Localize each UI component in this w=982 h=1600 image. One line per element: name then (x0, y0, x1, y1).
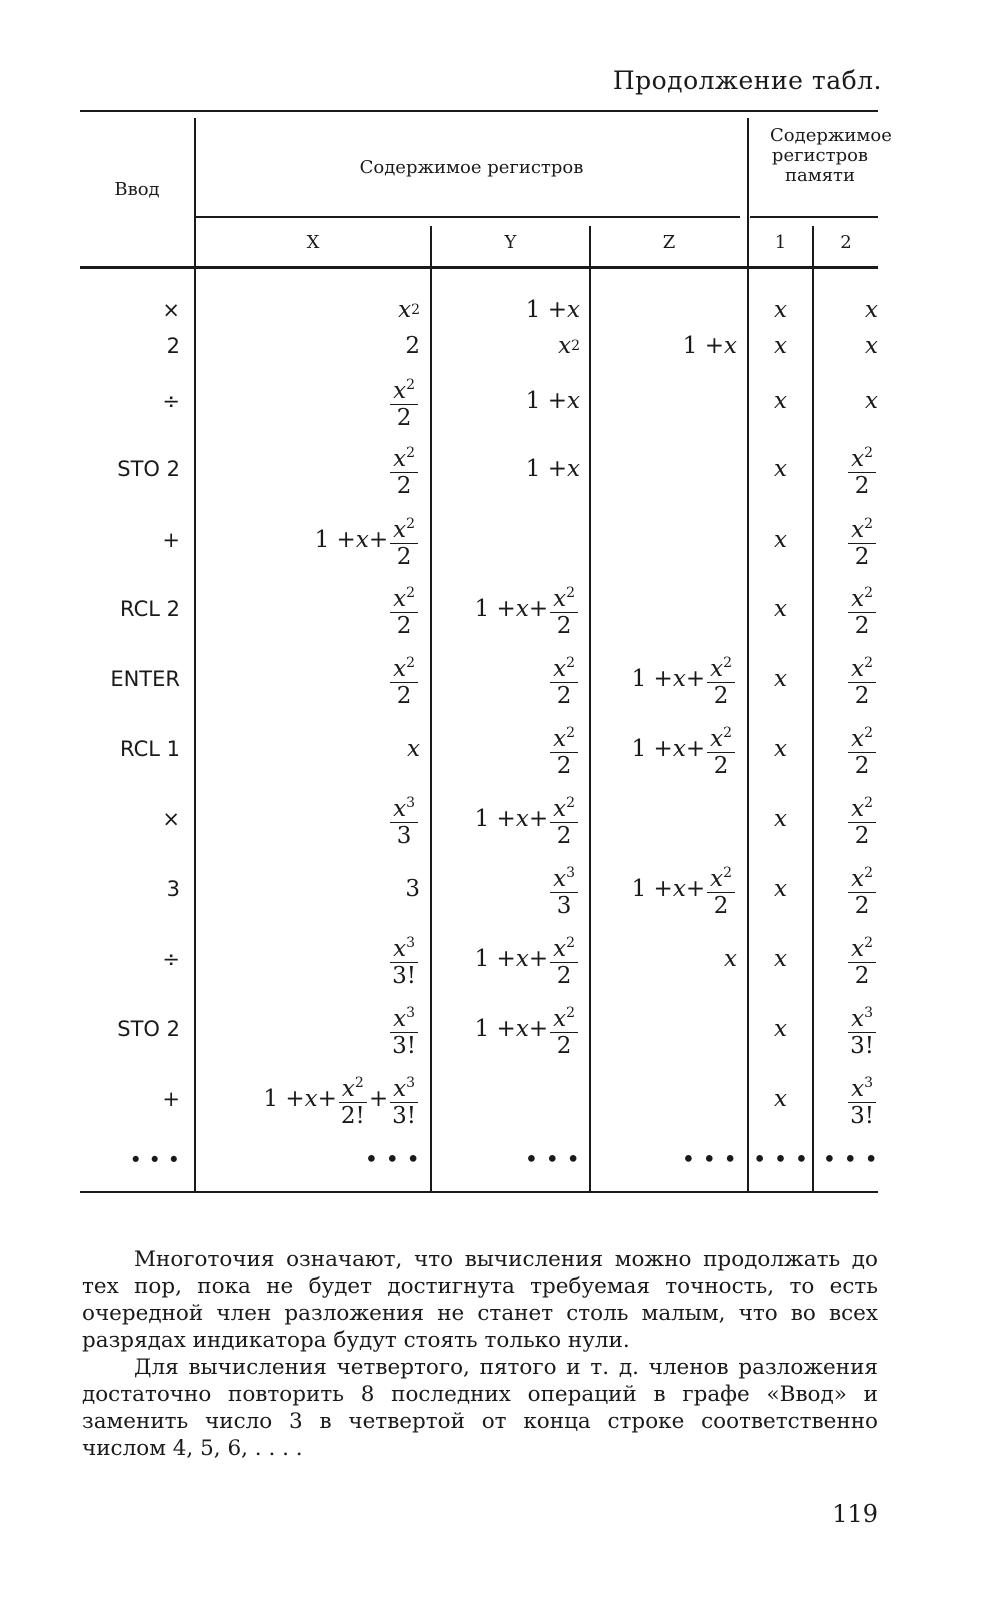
cell-m1: x (774, 297, 787, 323)
cell-z (591, 439, 737, 499)
cell-z: 1 + x + $\frac{x^2}{2}$ (591, 649, 737, 709)
cell-m2: $\frac{x^2}{2}$ (814, 929, 878, 989)
paragraph-1: Многоточия означают, что вычисления можно продолжать до тех пор, пока не будет достигнута требуемая точность, то есть очередной член разложения не станет столь малым, что во всех разрядах индикатора будут стоять только нули. (82, 1247, 878, 1353)
cell-input: + (162, 528, 180, 552)
cell-y: x 2 (558, 333, 580, 359)
cell-z (591, 789, 737, 849)
header-registers: Содержимое регистров (359, 157, 584, 178)
cell-input: ÷ (162, 389, 180, 413)
cell-y: 1 + x + $\frac{x^2}{2}$ (432, 789, 580, 849)
cell-m2: $\frac{x^2}{2}$ (814, 859, 878, 919)
cell-x: x 2 (398, 297, 420, 323)
cell-x: 1 + x + $\frac{x^2}{2!}$ + $\frac{x^3}{3!}$ (196, 1069, 420, 1129)
cell-x: $\frac{x^2}{2}$ (196, 439, 420, 499)
cell-m2: x (865, 388, 878, 414)
cell-x: x (407, 736, 420, 762)
cell-y: • • • (524, 1147, 580, 1173)
cell-m1: x (774, 333, 787, 359)
cell-m1: x (774, 736, 787, 762)
cell-m2: $\frac{x^3}{3!}$ (814, 1069, 878, 1129)
cell-input: RCL 1 (120, 737, 180, 761)
cell-y: 1 + x + $\frac{x^2}{2}$ (432, 929, 580, 989)
header-m1: 1 (774, 232, 787, 253)
cell-m1: x (774, 1086, 787, 1112)
cell-m2: $\frac{x^2}{2}$ (814, 789, 878, 849)
cell-z (591, 1069, 737, 1129)
cell-m1: x (774, 876, 787, 902)
cell-x: 2 (405, 333, 420, 359)
cell-m1: • • • (752, 1147, 809, 1173)
cell-x: $\frac{x^2}{2}$ (196, 579, 420, 639)
cell-m1: x (774, 806, 787, 832)
continuation-label: Продолжение табл. (612, 66, 882, 95)
header-input: Ввод (114, 179, 160, 200)
cell-y (432, 510, 580, 570)
cell-z: 1 + x + $\frac{x^2}{2}$ (591, 719, 737, 779)
cell-m2: • • • (822, 1147, 878, 1173)
cell-input: • • • (129, 1148, 180, 1172)
cell-y (432, 1069, 580, 1129)
cell-m1: x (774, 1016, 787, 1042)
cell-m2: $\frac{x^2}{2}$ (814, 579, 878, 639)
cell-x: $\frac{x^2}{2}$ (196, 371, 420, 431)
table-top-rule (80, 110, 878, 112)
cell-z: x (724, 946, 737, 972)
cell-x: $\frac{x^3}{3}$ (196, 789, 420, 849)
cell-input: 2 (166, 334, 180, 358)
cell-input: RCL 2 (120, 597, 180, 621)
cell-input: ÷ (162, 947, 180, 971)
header-bottom-rule (80, 266, 878, 269)
cell-input: + (162, 1087, 180, 1111)
cell-y: $\frac{x^2}{2}$ (432, 649, 580, 709)
cell-m2: x (865, 333, 878, 359)
cell-input: 3 (166, 877, 180, 901)
cell-m1: x (774, 666, 787, 692)
cell-z: 1 + x (682, 333, 737, 359)
header-y: Y (504, 232, 517, 253)
cell-m1: x (774, 388, 787, 414)
cell-z: 1 + x + $\frac{x^2}{2}$ (591, 859, 737, 919)
cell-x: $\frac{x^2}{2}$ (196, 649, 420, 709)
cell-y: 1 + x + $\frac{x^2}{2}$ (432, 579, 580, 639)
cell-x: $\frac{x^3}{3!}$ (196, 999, 420, 1059)
cell-z: • • • (681, 1147, 737, 1173)
table-bottom-rule (80, 1191, 878, 1193)
cell-z (591, 999, 737, 1059)
cell-y: 1 + x (525, 388, 580, 414)
cell-y: 1 + x (525, 297, 580, 323)
cell-y: 1 + x (525, 456, 580, 482)
cell-x: 3 (405, 876, 420, 902)
header-memory: Содержимое регистров памяти (770, 125, 892, 186)
cell-m2: x (865, 297, 878, 323)
header-m2: 2 (840, 232, 852, 253)
page-number: 119 (832, 1500, 878, 1528)
cell-input: × (162, 298, 180, 322)
cell-m1: x (774, 527, 787, 553)
cell-m2: $\frac{x^2}{2}$ (814, 510, 878, 570)
cell-m2: $\frac{x^2}{2}$ (814, 649, 878, 709)
cell-m1: x (774, 596, 787, 622)
cell-m2: $\frac{x^2}{2}$ (814, 439, 878, 499)
cell-input: STO 2 (117, 1017, 180, 1041)
header-z: Z (662, 232, 676, 253)
cell-m2: $\frac{x^2}{2}$ (814, 719, 878, 779)
cell-y: 1 + x + $\frac{x^2}{2}$ (432, 999, 580, 1059)
cell-input: STO 2 (117, 457, 180, 481)
header-x: X (306, 232, 320, 253)
cell-x: $\frac{x^3}{3!}$ (196, 929, 420, 989)
cell-m1: x (774, 456, 787, 482)
cell-z (591, 579, 737, 639)
cell-x: 1 + x + $\frac{x^2}{2}$ (196, 510, 420, 570)
cell-input: ENTER (110, 667, 180, 691)
cell-m1: x (774, 946, 787, 972)
cell-y: $\frac{x^3}{3}$ (432, 859, 580, 919)
cell-m2: $\frac{x^3}{3!}$ (814, 999, 878, 1059)
cell-y: $\frac{x^2}{2}$ (432, 719, 580, 779)
cell-z (591, 510, 737, 570)
cell-input: × (162, 807, 180, 831)
memory-divider (750, 216, 878, 218)
cell-z (591, 371, 737, 431)
registers-divider (196, 216, 740, 218)
paragraph-2: Для вычисления четвертого, пятого и т. д. членов разложения достаточно повторить 8 последних операций в графе «Ввод» и заменить число 3 в четвертой от конца строке соответственно числом 4, 5, 6, . . . . (82, 1355, 878, 1461)
cell-x: • • • (364, 1147, 420, 1173)
